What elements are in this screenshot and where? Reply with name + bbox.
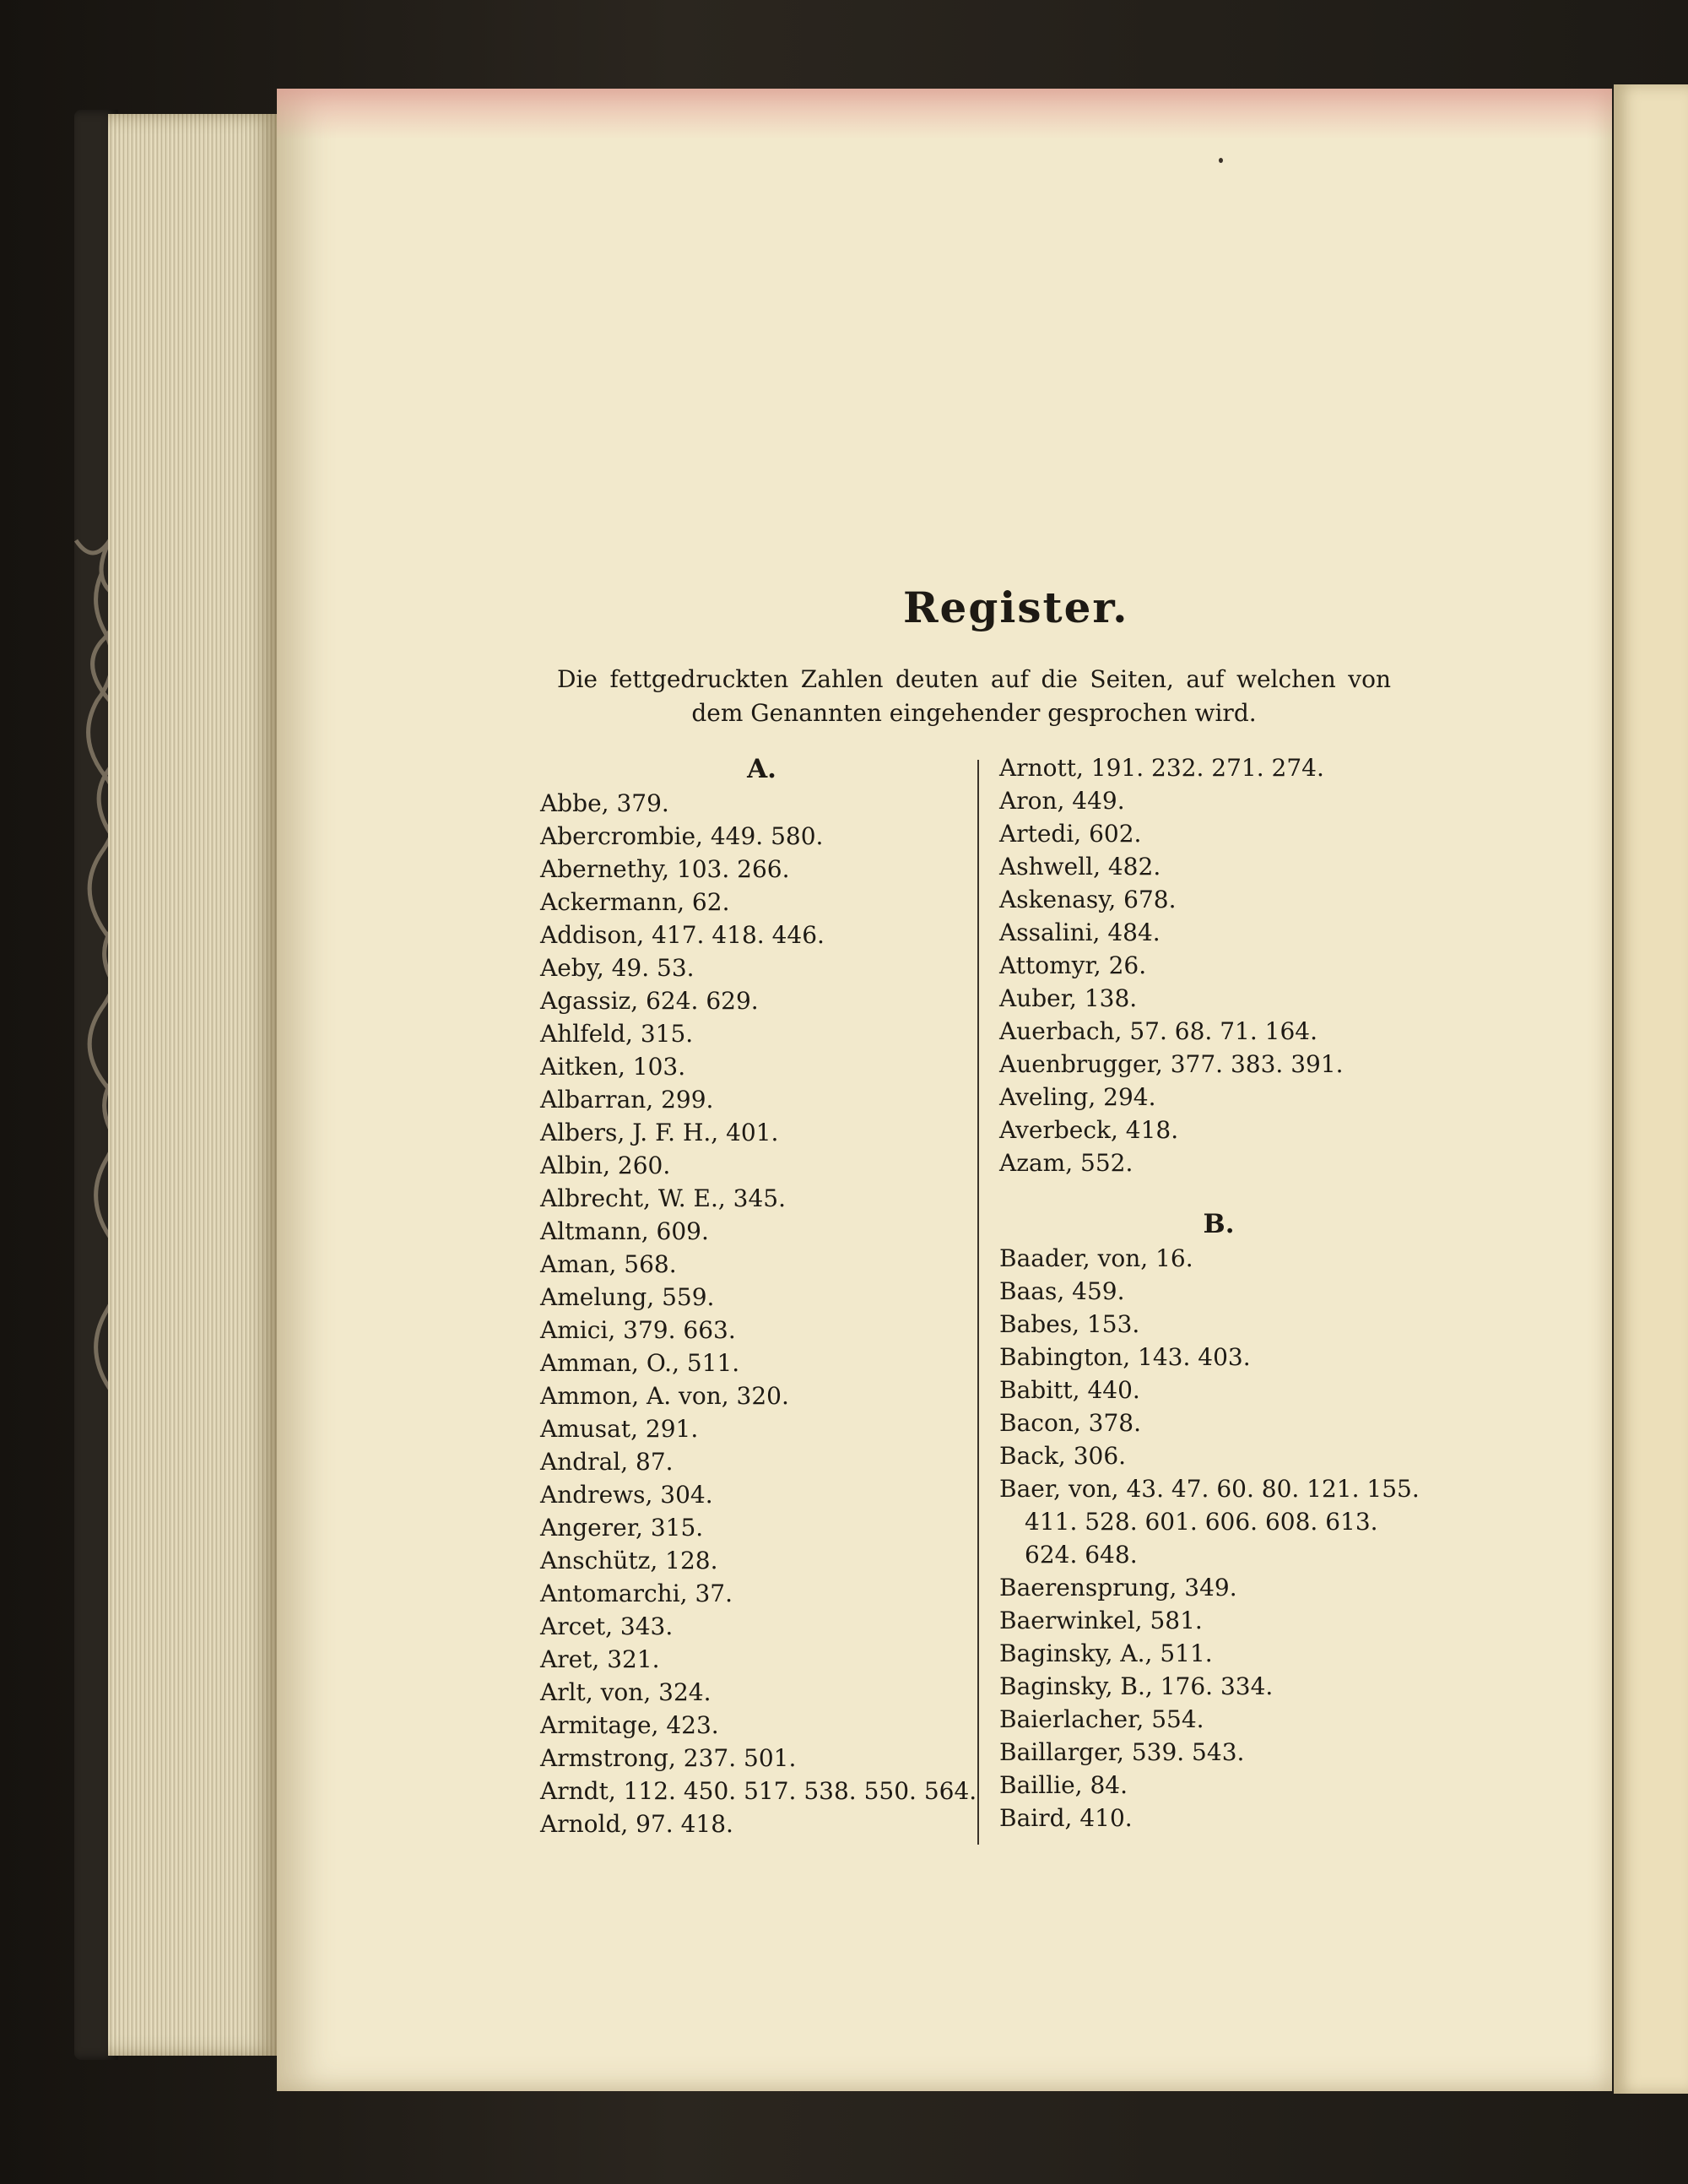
index-entry: Amman, O., 511. (540, 1349, 740, 1377)
index-entry: Baginsky, B., 176. 334. (999, 1672, 1274, 1700)
index-entry: Baerensprung, 349. (999, 1574, 1237, 1601)
index-entry: Attomyr, 26. (999, 951, 1147, 979)
index-entry: Baginsky, A., 511. (999, 1639, 1213, 1667)
section-gap (999, 1179, 1438, 1206)
index-entry: Ammon, A. von, 320. (540, 1382, 789, 1410)
index-list-b (999, 1242, 1438, 1834)
index-entry: Antomarchi, 37. (540, 1580, 733, 1607)
index-entry: Arnold, 97. 418. (540, 1810, 733, 1838)
index-entry: Babitt, 440. (999, 1376, 1140, 1404)
intro-note: Die fettgedruckten Zahlen deuten auf die Seiten, auf welchen von dem Genannten eingehender gesprochen wird. (557, 665, 1391, 727)
index-entry: Askenasy, 678. (999, 886, 1177, 913)
index-entry: Amelung, 559. (540, 1283, 715, 1311)
index-entry: Agassiz, 624. 629. (540, 987, 759, 1015)
index-entry: Baillarger, 539. 543. (999, 1738, 1245, 1766)
index-list-a (540, 787, 983, 1840)
index-entry: Arndt, 112. 450. 517. 538. 550. 564. (540, 1777, 977, 1805)
index-entry: Albin, 260. (540, 1152, 671, 1179)
index-entry: Bacon, 378. (999, 1409, 1141, 1437)
index-entry: Azam, 552. (999, 1149, 1133, 1177)
index-entry: Babes, 153. (999, 1310, 1140, 1338)
section-heading-b: B. (1203, 1209, 1235, 1239)
index-entry: Auerbach, 57. 68. 71. 164. (999, 1017, 1317, 1045)
index-entry: Baird, 410. (999, 1804, 1133, 1832)
index-entry: Ahlfeld, 315. (540, 1020, 694, 1048)
page-stain (277, 89, 1612, 139)
index-entry: Aeby, 49. 53. (540, 954, 695, 982)
index-entry: Babington, 143. 403. (999, 1343, 1251, 1371)
index-entry: Aitken, 103. (540, 1053, 686, 1081)
index-entry: Baierlacher, 554. (999, 1705, 1204, 1733)
index-entry: Arcet, 343. (540, 1612, 674, 1640)
section-heading-a: A. (747, 754, 776, 784)
index-entry: Addison, 417. 418. 446. (540, 921, 825, 949)
index-entry: Armitage, 423. (540, 1711, 719, 1739)
index-entry: Aron, 449. (999, 787, 1125, 815)
index-entry: Ackermann, 62. (540, 888, 730, 916)
index-entry: Assalini, 484. (999, 919, 1160, 946)
page-edges (108, 114, 277, 2056)
index-entry: Back, 306. (999, 1442, 1127, 1470)
index-entry: Altmann, 609. (540, 1217, 709, 1245)
index-entry: Amici, 379. 663. (540, 1316, 736, 1344)
index-entry: Baas, 459. (999, 1277, 1125, 1305)
index-entry: Abernethy, 103. 266. (540, 855, 790, 883)
index-entry: Anschütz, 128. (540, 1547, 718, 1574)
index-entry: Armstrong, 237. 501. (540, 1744, 797, 1772)
index-entry: Auber, 138. (999, 984, 1138, 1012)
index-entry: Andral, 87. (540, 1448, 674, 1476)
page-speck (1219, 158, 1223, 163)
index-entry: Averbeck, 418. (999, 1116, 1179, 1144)
index-entry-continuation: 411. 528. 601. 606. 608. 613. (1025, 1508, 1378, 1536)
index-entry: Arlt, von, 324. (540, 1678, 711, 1706)
index-entry: Amusat, 291. (540, 1415, 699, 1443)
index-entry: Aveling, 294. (999, 1083, 1156, 1111)
index-entry: Artedi, 602. (999, 820, 1142, 848)
index-entry: Ashwell, 482. (999, 853, 1161, 881)
index-entry: Albarran, 299. (540, 1086, 714, 1114)
index-entry: Angerer, 315. (540, 1514, 704, 1542)
index-list-a-continued (999, 751, 1438, 1179)
adjacent-page-edge (1614, 84, 1688, 2094)
index-entry: Baer, von, 43. 47. 60. 80. 121. 155. (999, 1475, 1420, 1503)
index-entry: Andrews, 304. (540, 1481, 713, 1509)
index-entry: Aman, 568. (540, 1250, 677, 1278)
index-entry: Abercrombie, 449. 580. (540, 822, 824, 850)
index-entry-continuation: 624. 648. (1025, 1541, 1138, 1569)
index-entry: Albrecht, W. E., 345. (540, 1184, 786, 1212)
index-entry: Baader, von, 16. (999, 1244, 1193, 1272)
index-entry: Arnott, 191. 232. 271. 274. (999, 754, 1324, 782)
column-divider (977, 760, 979, 1845)
index-entry: Aret, 321. (540, 1645, 660, 1673)
index-entry: Albers, J. F. H., 401. (540, 1119, 779, 1146)
index-entry: Abbe, 379. (540, 789, 669, 817)
index-entry: Baerwinkel, 581. (999, 1607, 1203, 1634)
index-entry: Baillie, 84. (999, 1771, 1128, 1799)
index-entry: Auenbrugger, 377. 383. 391. (999, 1050, 1344, 1078)
index-column-right (999, 751, 1438, 1834)
index-column-left (540, 751, 983, 1840)
